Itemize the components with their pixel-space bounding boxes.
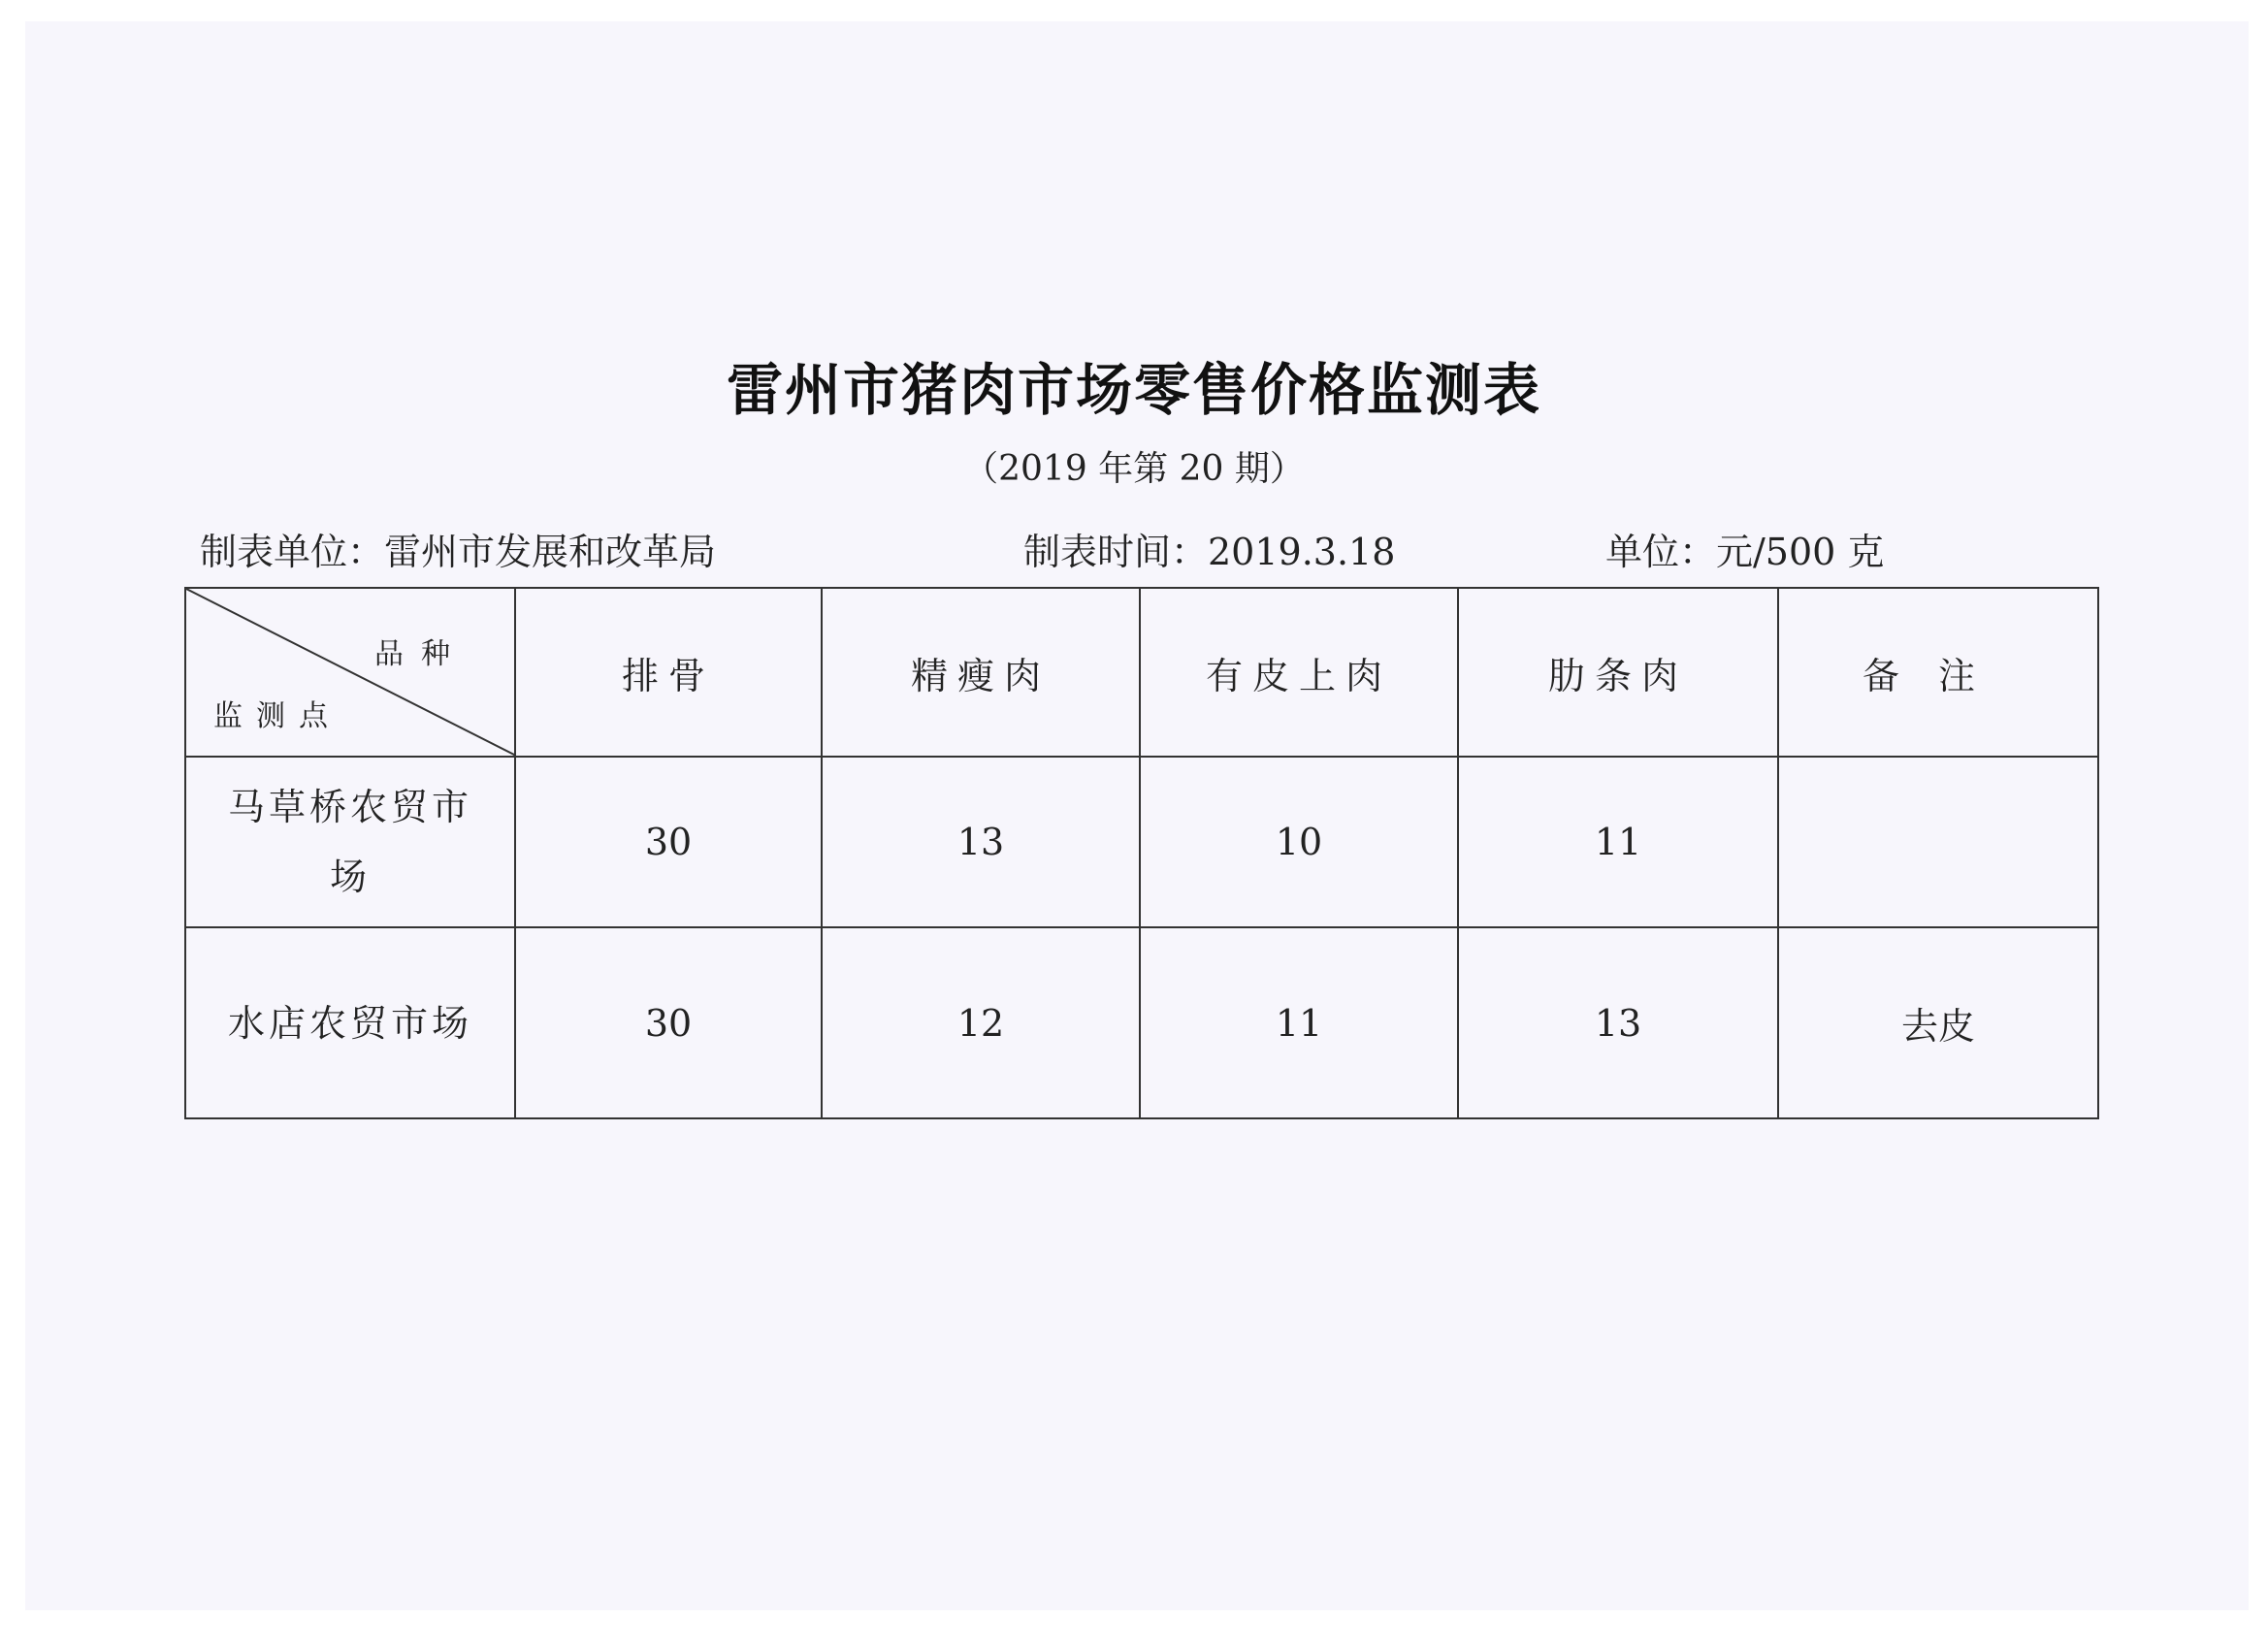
price-cell: 10 [1140,757,1458,927]
header-cell: 精瘦肉 [822,588,1140,757]
header-cell: 有皮上肉 [1140,588,1458,757]
price-cell: 12 [822,927,1140,1118]
corner-label-site: 监测点 [213,699,341,733]
document-title: 雷州市猪肉市场零售价格监测表 [726,357,1541,423]
header-cell: 排骨 [515,588,822,757]
price-cell: 30 [515,757,822,927]
compile-date: 制表时间：2019.3.18 [1023,531,1396,573]
site-cell: 水店农贸市场 [185,927,515,1118]
table-row [185,757,2098,927]
site-name: 马草桥农贸市场 [227,786,472,898]
header-cell: 备注 [1778,588,2098,757]
site-cell [185,757,515,927]
price-cell: 13 [1458,927,1778,1118]
price-cell: 11 [1458,757,1778,927]
price-cell: 11 [1140,927,1458,1118]
price-unit: 单位：元/500 克 [1605,531,1885,573]
table-header-row [185,588,2098,757]
header-cell: 肋条肉 [1458,588,1778,757]
table-row [185,927,2098,1118]
issue-number: （2019 年第 20 期） [963,449,1305,489]
note-cell [1778,757,2098,927]
price-cell: 13 [822,757,1140,927]
compiling-unit: 制表单位：雷州市发展和改革局 [200,531,717,573]
price-cell: 30 [515,927,822,1118]
price-table [184,587,2099,1119]
corner-cell [185,588,515,757]
note-cell: 去皮 [1778,927,2098,1118]
corner-label-variety: 品种 [374,637,468,671]
